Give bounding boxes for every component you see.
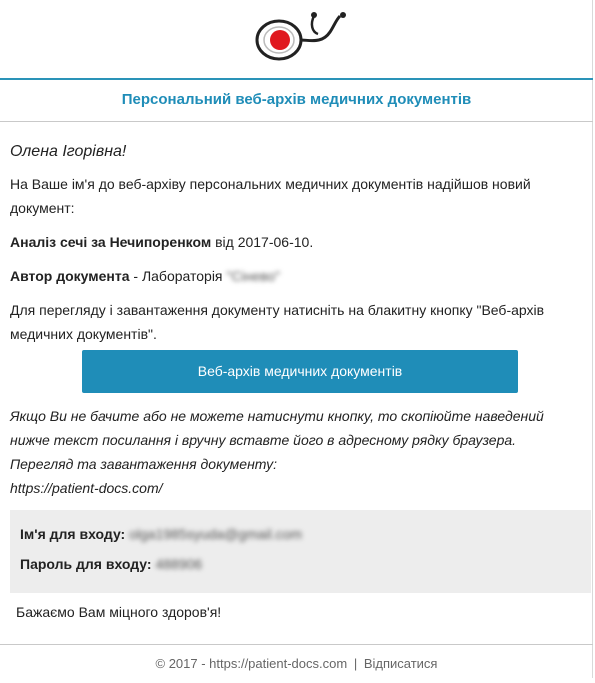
footer [0, 644, 593, 679]
login-label: Ім'я для входу: [20, 526, 126, 542]
archive-link[interactable]: https://patient-docs.com/ [10, 480, 163, 496]
footer-copyright: © 2017 - https://patient-docs.com [155, 656, 348, 671]
logo-area [0, 0, 593, 72]
author-value: Лабораторія [141, 268, 223, 284]
view-label: Перегляд та завантаження документу: [10, 456, 278, 472]
fallback-note: Якщо Ви не бачите або не можете натиснути кнопку, то скопіюйте наведений нижче текст посилання і вручну вставте його в адресному рядку браузера. [10, 408, 544, 448]
author-hidden-name: "Сінево" [226, 268, 281, 284]
closing-wish: Бажаємо Вам міцного здоров'я! [16, 604, 222, 620]
fallback-note-block [10, 404, 585, 500]
credentials-box [10, 510, 591, 593]
password-row [20, 556, 202, 572]
author-label: Автор документа [10, 268, 130, 284]
greeting: Олена Ігорівна! [10, 143, 127, 160]
login-value: olga1985syuda@gmail.com [129, 526, 303, 542]
document-date-prefix: від [215, 234, 234, 250]
document-name: Аналіз сечі за Нечипоренком [10, 234, 212, 250]
password-value: 488906 [155, 556, 203, 572]
author-line [10, 264, 585, 288]
stethoscope-logo-icon [250, 10, 355, 64]
login-row [20, 526, 302, 542]
password-label: Пароль для входу: [20, 556, 152, 572]
intro-text: На Ваше ім'я до веб-архіву персональних медичних документів надійшов новий документ: [10, 176, 531, 216]
page-title: Персональний веб-архів медичних документів [121, 91, 472, 108]
footer-separator: | [353, 656, 358, 671]
message-body [10, 140, 585, 356]
header-title-bar [0, 78, 593, 122]
instruction-text: Для перегляду і завантаження документу натисніть на блакитну кнопку "Веб-архів медичних документів". [10, 302, 545, 342]
web-archive-button[interactable]: Веб-архів медичних документів [82, 350, 518, 393]
author-dash: - [129, 268, 142, 284]
document-line [10, 230, 585, 254]
unsubscribe-link[interactable]: Відписатися [363, 656, 438, 671]
document-date: 2017-06-10. [237, 234, 314, 250]
